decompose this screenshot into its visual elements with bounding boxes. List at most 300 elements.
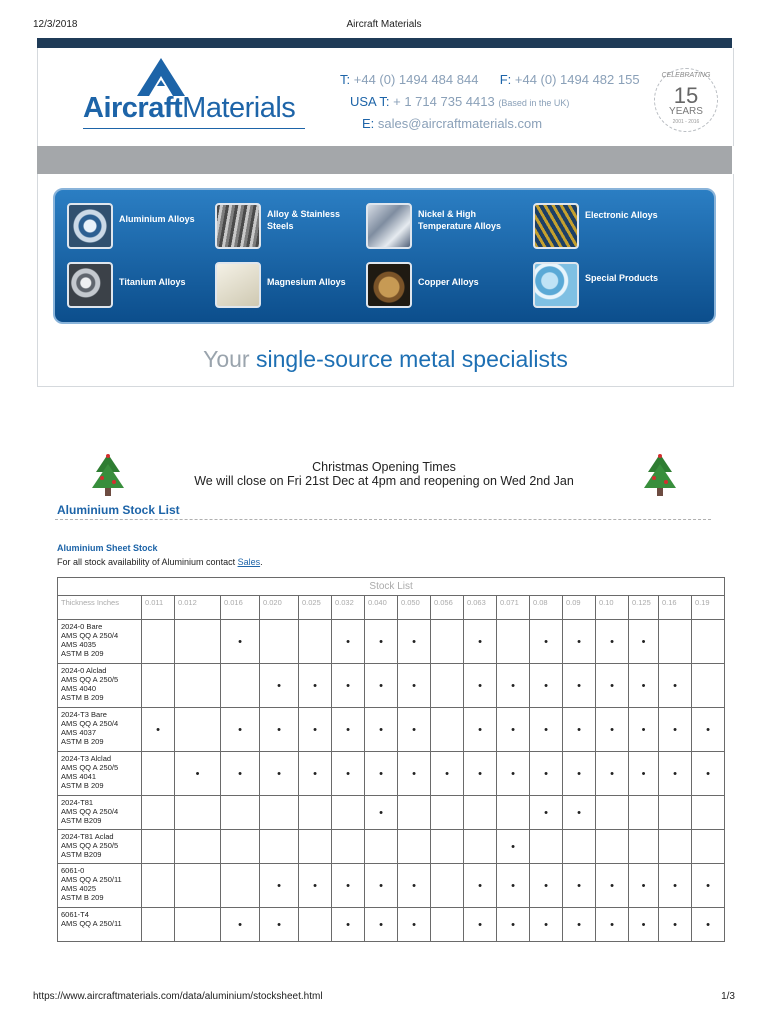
nav-label: Electronic Alloys: [585, 210, 658, 220]
stock-cell: [596, 908, 629, 942]
in-stock-mark: •: [641, 767, 646, 780]
in-stock-mark: •: [610, 767, 614, 780]
stock-cell: [596, 752, 629, 796]
in-stock-mark: •: [478, 918, 482, 931]
grade-line: AMS QQ A 250/4: [61, 807, 119, 816]
table-row: [58, 908, 725, 942]
in-stock-mark: •: [313, 723, 317, 736]
stock-cell: [530, 620, 563, 664]
thickness-header: 0.09: [563, 596, 596, 620]
stock-cell: [221, 664, 260, 708]
in-stock-mark: •: [379, 723, 383, 736]
in-stock-mark: •: [641, 723, 646, 736]
thickness-header-row: [58, 596, 725, 620]
stock-cell: [692, 830, 725, 864]
nav-label: Nickel & High Temperature Alloys: [418, 209, 502, 231]
stock-cell: [221, 796, 260, 830]
in-stock-mark: •: [577, 806, 581, 819]
aircraft-materials-logo[interactable]: [83, 56, 308, 136]
table-row: [58, 864, 725, 908]
stock-cell: [299, 620, 332, 664]
grade-cell: [58, 864, 142, 908]
stock-cell: [332, 908, 365, 942]
stock-cell: [142, 830, 175, 864]
in-stock-mark: •: [544, 679, 548, 692]
thickness-header: 0.10: [596, 596, 629, 620]
copper-alloys-icon: [366, 262, 412, 308]
stock-cell: [629, 620, 659, 664]
print-date: 12/3/2018: [33, 19, 78, 30]
in-stock-mark: •: [379, 767, 383, 780]
stock-cell: [175, 708, 221, 752]
grade-line: ASTM B 209: [61, 781, 104, 790]
stock-cell: [692, 796, 725, 830]
stock-cell: [299, 708, 332, 752]
stock-cell: [175, 664, 221, 708]
in-stock-mark: •: [544, 918, 548, 931]
alloy-steels-icon: [215, 203, 261, 249]
stock-cell: [659, 620, 692, 664]
grade-line: 2024-0 Alclad: [61, 666, 107, 675]
in-stock-mark: •: [673, 767, 677, 780]
grade-line: 6061-T4: [61, 910, 89, 919]
thickness-header: 0.016: [221, 596, 260, 620]
stock-cell: [299, 830, 332, 864]
in-stock-mark: •: [577, 767, 581, 780]
grade-line: AMS 4035: [61, 640, 97, 649]
stock-cell: [530, 796, 563, 830]
in-stock-mark: •: [379, 635, 383, 648]
in-stock-mark: •: [412, 723, 416, 736]
usa-number: + 1 714 735 4413: [393, 94, 495, 109]
in-stock-mark: •: [641, 679, 646, 692]
in-stock-mark: •: [238, 723, 242, 736]
badge-celebrating: CELEBRATING: [661, 72, 711, 79]
grade-line: AMS QQ A 250/5: [61, 675, 119, 684]
nav-label: Magnesium Alloys: [267, 277, 346, 287]
in-stock-mark: •: [511, 879, 515, 892]
in-stock-mark: •: [346, 767, 350, 780]
stock-cell: [464, 908, 497, 942]
stock-cell: [431, 908, 464, 942]
in-stock-mark: •: [412, 679, 416, 692]
stock-cell: [563, 708, 596, 752]
in-stock-mark: •: [610, 918, 614, 931]
stock-cell: [431, 664, 464, 708]
stock-cell: [464, 620, 497, 664]
stock-cell: [692, 908, 725, 942]
grade-line: ASTM B 209: [61, 649, 104, 658]
in-stock-mark: •: [610, 723, 614, 736]
stock-cell: [629, 664, 659, 708]
tagline: Your single-source metal specialists: [203, 346, 568, 372]
grade-line: ASTM B 209: [61, 893, 104, 902]
print-title: Aircraft Materials: [346, 19, 422, 30]
grade-line: AMS 4041: [61, 772, 97, 781]
in-stock-mark: •: [478, 635, 482, 648]
stock-cell: [497, 908, 530, 942]
stock-cell: [692, 708, 725, 752]
christmas-heading: Christmas Opening Times: [312, 460, 456, 474]
in-stock-mark: •: [641, 879, 646, 892]
email-label: E:: [362, 116, 375, 131]
in-stock-mark: •: [313, 767, 317, 780]
stock-cell: [497, 620, 530, 664]
stock-cell: [659, 708, 692, 752]
stock-cell: [530, 664, 563, 708]
site-top-bar: [37, 38, 732, 48]
in-stock-mark: •: [577, 679, 581, 692]
stock-cell: [431, 864, 464, 908]
stock-cell: [142, 620, 175, 664]
nav-label: Alloy & Stainless Steels: [267, 209, 341, 231]
stock-cell: [175, 864, 221, 908]
in-stock-mark: •: [379, 918, 383, 931]
stock-cell: [497, 796, 530, 830]
in-stock-mark: •: [706, 767, 711, 780]
stock-cell: [365, 664, 398, 708]
christmas-details: We will close on Fri 21st Dec at 4pm and reopening on Wed 2nd Jan: [194, 474, 574, 488]
grade-line: ASTM B 209: [61, 693, 104, 702]
stock-cell: [563, 752, 596, 796]
grade-line: 2024-T3 Alclad: [61, 754, 112, 763]
stock-cell: [221, 908, 260, 942]
stock-cell: [659, 864, 692, 908]
thickness-header: 0.011: [142, 596, 175, 620]
in-stock-mark: •: [238, 767, 242, 780]
grade-cell: [58, 664, 142, 708]
in-stock-mark: •: [673, 918, 677, 931]
availability-text: For all stock availability of Aluminium contact Sales.: [57, 557, 263, 567]
site-header: [37, 48, 734, 146]
thickness-header: 0.125: [629, 596, 659, 620]
in-stock-mark: •: [195, 767, 200, 780]
stock-cell: [596, 620, 629, 664]
stock-cell: [260, 908, 299, 942]
stock-cell: [629, 908, 659, 942]
stock-cell: [175, 830, 221, 864]
stock-cell: [659, 796, 692, 830]
stock-cell: [221, 830, 260, 864]
logo-text: AircraftMaterials: [83, 92, 296, 124]
in-stock-mark: •: [641, 918, 646, 931]
badge-dates: 2001 - 2016: [672, 119, 700, 125]
thickness-header: 0.16: [659, 596, 692, 620]
in-stock-mark: •: [238, 918, 242, 931]
sales-link[interactable]: Sales: [237, 557, 261, 567]
stock-cell: [497, 830, 530, 864]
stock-cell: [497, 864, 530, 908]
stock-cell: [299, 864, 332, 908]
stock-cell: [260, 708, 299, 752]
stock-cell: [530, 908, 563, 942]
in-stock-mark: •: [478, 723, 482, 736]
stock-cell: [659, 664, 692, 708]
stock-cell: [260, 752, 299, 796]
stock-cell: [398, 664, 431, 708]
in-stock-mark: •: [511, 840, 515, 853]
in-stock-mark: •: [478, 679, 482, 692]
stock-cell: [175, 620, 221, 664]
stock-cell: [365, 752, 398, 796]
stock-cell: [659, 908, 692, 942]
grade-line: AMS QQ A 250/4: [61, 719, 119, 728]
in-stock-mark: •: [610, 635, 614, 648]
stock-cell: [142, 664, 175, 708]
in-stock-mark: •: [277, 767, 281, 780]
stock-cell: [299, 908, 332, 942]
in-stock-mark: •: [346, 723, 350, 736]
stock-cell: [142, 908, 175, 942]
stock-cell: [260, 864, 299, 908]
stock-cell: [142, 752, 175, 796]
stock-cell: [398, 908, 431, 942]
in-stock-mark: •: [445, 767, 449, 780]
stock-cell: [175, 796, 221, 830]
stock-cell: [332, 864, 365, 908]
magnesium-alloys-icon: [215, 262, 261, 308]
stock-cell: [365, 908, 398, 942]
stock-cell: [365, 708, 398, 752]
thickness-header-label: Thickness Inches: [58, 596, 142, 620]
stock-cell: [596, 864, 629, 908]
special-products-icon: [533, 262, 579, 308]
in-stock-mark: •: [511, 918, 515, 931]
in-stock-mark: •: [544, 723, 548, 736]
in-stock-mark: •: [577, 918, 581, 931]
stock-cell: [398, 708, 431, 752]
stock-cell: [596, 796, 629, 830]
thickness-header: 0.040: [365, 596, 398, 620]
grade-line: 2024-T81 Aclad: [61, 832, 114, 841]
table-row: [58, 620, 725, 664]
stock-cell: [332, 708, 365, 752]
thickness-header: 0.08: [530, 596, 563, 620]
section-divider: [55, 519, 711, 520]
stock-cell: [692, 620, 725, 664]
stock-cell: [431, 708, 464, 752]
in-stock-mark: •: [346, 879, 350, 892]
in-stock-mark: •: [277, 723, 281, 736]
email-address[interactable]: sales@aircraftmaterials.com: [377, 116, 543, 131]
stock-cell: [332, 752, 365, 796]
in-stock-mark: •: [313, 679, 317, 692]
stock-cell: [175, 908, 221, 942]
grade-line: 6061-0: [61, 866, 85, 875]
stock-cell: [221, 620, 260, 664]
grade-line: 2024-T81: [61, 798, 94, 807]
stock-cell: [365, 864, 398, 908]
in-stock-mark: •: [412, 918, 416, 931]
stock-cell: [659, 752, 692, 796]
in-stock-mark: •: [706, 879, 711, 892]
stock-cell: [530, 752, 563, 796]
christmas-notice: [0, 460, 768, 488]
in-stock-mark: •: [610, 879, 614, 892]
badge-years: YEARS: [669, 106, 703, 117]
stock-cell: [365, 796, 398, 830]
usa-label: USA T:: [350, 94, 390, 109]
stock-cell: [563, 908, 596, 942]
titanium-alloys-icon: [67, 262, 113, 308]
fax-number: +44 (0) 1494 482 155: [514, 72, 640, 87]
thickness-header: 0.020: [260, 596, 299, 620]
badge-number: 15: [673, 83, 699, 108]
grade-line: AMS 4025: [61, 884, 97, 893]
table-row: [58, 830, 725, 864]
table-row: [58, 664, 725, 708]
in-stock-mark: •: [706, 918, 711, 931]
in-stock-mark: •: [673, 679, 677, 692]
stock-cell: [142, 796, 175, 830]
grade-cell: [58, 752, 142, 796]
in-stock-mark: •: [238, 635, 242, 648]
grade-cell: [58, 830, 142, 864]
stock-cell: [332, 796, 365, 830]
stock-cell: [464, 864, 497, 908]
stock-cell: [464, 752, 497, 796]
in-stock-mark: •: [156, 723, 160, 736]
stock-cell: [692, 664, 725, 708]
electronic-alloys-icon: [533, 203, 579, 249]
stock-cell: [299, 752, 332, 796]
in-stock-mark: •: [346, 679, 350, 692]
stock-cell: [497, 708, 530, 752]
in-stock-mark: •: [511, 679, 515, 692]
in-stock-mark: •: [641, 635, 646, 648]
stock-cell: [563, 620, 596, 664]
page-url: https://www.aircraftmaterials.com/data/aluminium/stocksheet.html: [33, 991, 323, 1002]
grade-line: AMS QQ A 250/4: [61, 631, 119, 640]
in-stock-mark: •: [379, 679, 383, 692]
celebrating-15-years-badge: [654, 68, 718, 132]
logo-underline: [83, 128, 305, 129]
table-row: [58, 752, 725, 796]
in-stock-mark: •: [277, 879, 281, 892]
stock-cell: [497, 752, 530, 796]
in-stock-mark: •: [511, 767, 515, 780]
stock-cell: [596, 830, 629, 864]
aluminium-alloys-icon: [67, 203, 113, 249]
grade-line: AMS QQ A 250/11: [61, 875, 122, 884]
stock-cell: [692, 864, 725, 908]
section-title: Aluminium Stock List: [57, 503, 180, 517]
in-stock-mark: •: [346, 635, 350, 648]
in-stock-mark: •: [544, 879, 548, 892]
stock-cell: [365, 830, 398, 864]
stock-cell: [332, 620, 365, 664]
stock-cell: [629, 708, 659, 752]
table-row: [58, 796, 725, 830]
in-stock-mark: •: [412, 879, 416, 892]
stock-cell: [464, 708, 497, 752]
stock-cell: [365, 620, 398, 664]
grade-line: 2024-0 Bare: [61, 622, 103, 631]
grey-nav-bar: [37, 146, 732, 174]
stock-list-table: [57, 577, 725, 942]
stock-cell: [431, 830, 464, 864]
in-stock-mark: •: [577, 635, 581, 648]
grade-line: ASTM B 209: [61, 737, 104, 746]
in-stock-mark: •: [478, 767, 482, 780]
grade-line: AMS 4037: [61, 728, 97, 737]
grade-line: ASTM B209: [61, 816, 102, 825]
stock-cell: [142, 708, 175, 752]
nav-label: Aluminium Alloys: [119, 214, 195, 224]
stock-cell: [464, 830, 497, 864]
thickness-header: 0.025: [299, 596, 332, 620]
stock-cell: [629, 830, 659, 864]
grade-line: AMS QQ A 250/11: [61, 919, 122, 928]
in-stock-mark: •: [544, 767, 548, 780]
stock-cell: [398, 752, 431, 796]
stock-cell: [398, 830, 431, 864]
in-stock-mark: •: [706, 723, 711, 736]
stock-cell: [563, 864, 596, 908]
print-header: [0, 0, 768, 36]
stock-cell: [260, 796, 299, 830]
usa-note: (Based in the UK): [498, 98, 570, 108]
nav-label: Copper Alloys: [418, 277, 479, 287]
product-navigation-area: [37, 174, 734, 387]
stock-cell: [464, 796, 497, 830]
thickness-header: 0.056: [431, 596, 464, 620]
in-stock-mark: •: [313, 879, 317, 892]
stock-cell: [530, 830, 563, 864]
stock-cell: [332, 664, 365, 708]
stock-cell: [221, 708, 260, 752]
stock-cell: [299, 664, 332, 708]
in-stock-mark: •: [511, 723, 515, 736]
in-stock-mark: •: [577, 723, 581, 736]
grade-cell: [58, 796, 142, 830]
product-nav-panel: [53, 188, 716, 324]
thickness-header: 0.050: [398, 596, 431, 620]
thickness-header: 0.063: [464, 596, 497, 620]
stock-cell: [659, 830, 692, 864]
in-stock-mark: •: [277, 679, 281, 692]
stock-cell: [563, 664, 596, 708]
stock-cell: [142, 864, 175, 908]
grade-line: AMS QQ A 250/5: [61, 841, 119, 850]
in-stock-mark: •: [478, 879, 482, 892]
stock-cell: [596, 664, 629, 708]
nav-label: Special Products: [585, 273, 659, 283]
fax-label: F:: [499, 72, 512, 87]
tel-number: +44 (0) 1494 484 844: [353, 72, 479, 87]
in-stock-mark: •: [379, 806, 383, 819]
stock-cell: [431, 752, 464, 796]
stock-cell: [431, 620, 464, 664]
thickness-header: 0.19: [692, 596, 725, 620]
stock-cell: [398, 796, 431, 830]
stock-cell: [332, 830, 365, 864]
grade-line: AMS QQ A 250/5: [61, 763, 119, 772]
stock-cell: [596, 708, 629, 752]
in-stock-mark: •: [544, 635, 548, 648]
thickness-header: 0.032: [332, 596, 365, 620]
table-caption: Stock List: [58, 578, 725, 596]
in-stock-mark: •: [346, 918, 350, 931]
table-row: [58, 708, 725, 752]
thickness-header: 0.071: [497, 596, 530, 620]
stock-cell: [563, 796, 596, 830]
in-stock-mark: •: [673, 723, 677, 736]
in-stock-mark: •: [412, 635, 416, 648]
stock-cell: [221, 752, 260, 796]
in-stock-mark: •: [577, 879, 581, 892]
grade-line: ASTM B209: [61, 850, 102, 859]
